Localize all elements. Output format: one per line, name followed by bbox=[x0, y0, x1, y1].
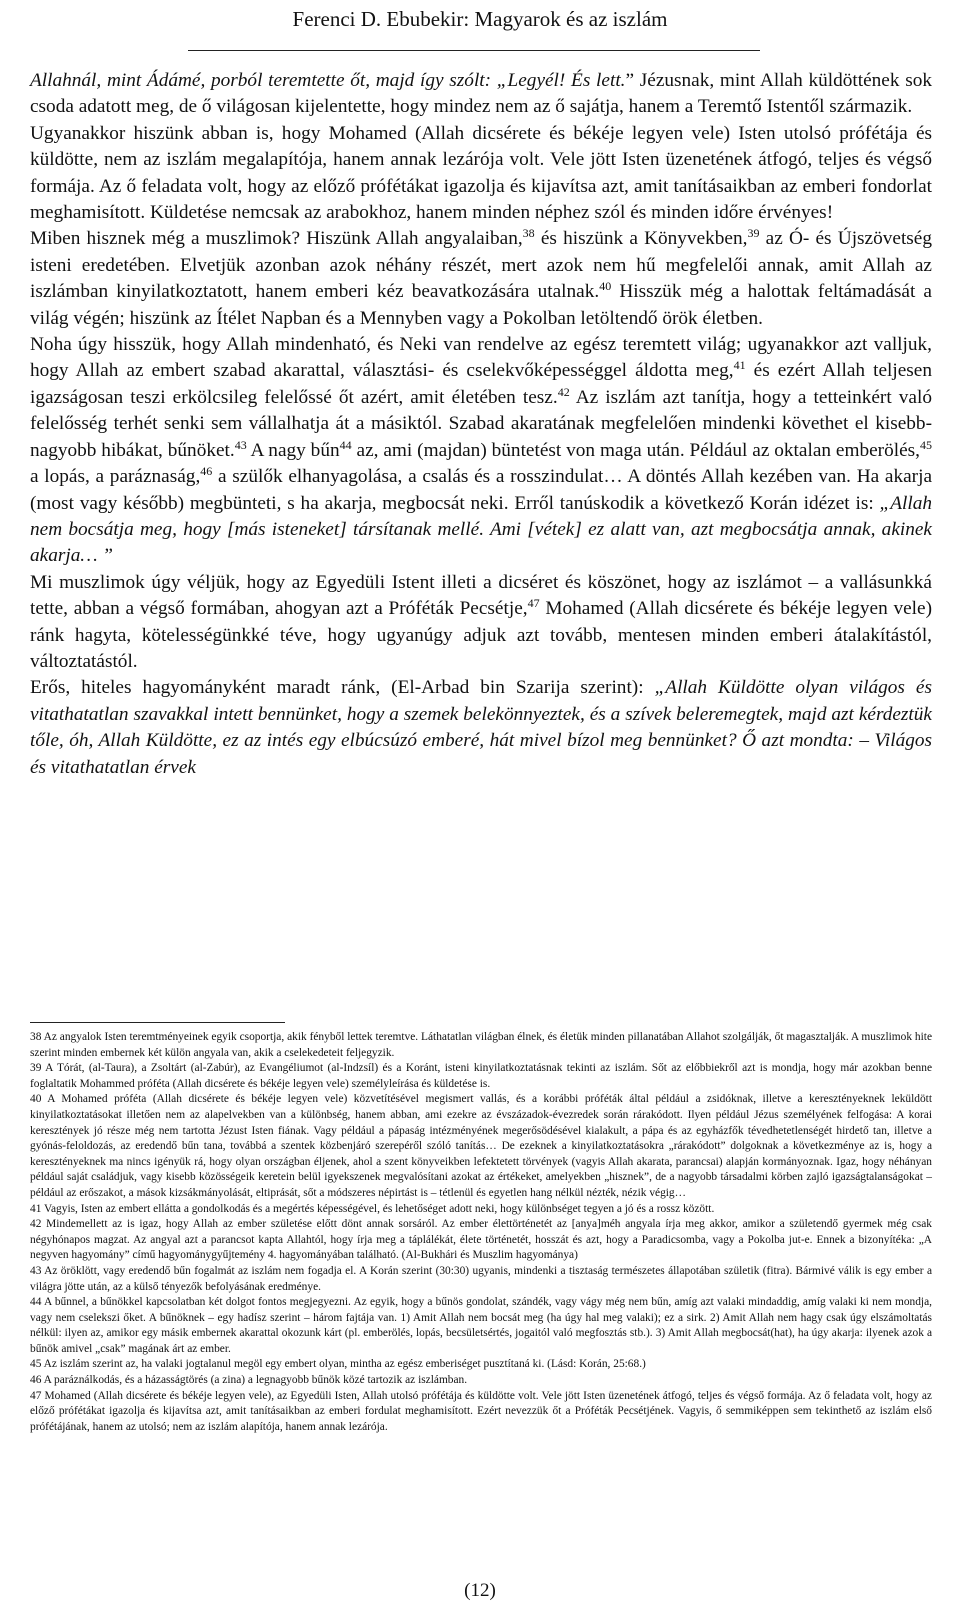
paragraph-6: Erős, hiteles hagyományként maradt ránk, (El-Arbad bin Szarija szerint): „Allah Küldötte olyan világos és vitathatatlan szavakkal intett bennünket, hogy a szemek belekönnyeztek, és a szívek beleremegtek, majd azt kérdeztük tőle, óh, Allah Küldötte, ez az intés egy elbúcsúzó emberé, hát mivel bízol meg bennünket? Ő azt mondta: – Világos és vitathatatlan érvek bbox=[30, 677, 932, 778]
footnote-39: 39 A Tórát, (al-Taura), a Zsoltárt (al-Zabúr), az Evangéliumot (al-Indzsíl) és a Koránt, isteni kinyilatkoztatásnak tekinti az iszlám. Sőt az előbbiekről azt is mondja, hogy már azokban benne foglaltatik Mohammed próféta (Allah dicsérete és békéje legyen vele) személyleírása és küldetése is. bbox=[30, 1062, 932, 1090]
footnotes bbox=[30, 1030, 932, 1435]
footnote-45: 45 Az iszlám szerint az, ha valaki jogtalanul megöl egy embert olyan, mintha az egész emberiséget pusztítaná ki. (Lásd: Korán, 25:68.) bbox=[30, 1358, 646, 1371]
hadith-quote: „Allah Küldötte olyan világos és vitathatatlan szavakkal intett bennünket, hogy a szemek belekönnyeztek, és a szívek beleremegtek, majd azt kérdeztük tőle, óh, Allah Küldötte, ez az intés egy elbúcsúzó emberé, hát mivel bízol meg bennünket? Ő azt mondta: – Világos és vitathatatlan érvek bbox=[30, 677, 932, 778]
header-rule bbox=[188, 50, 760, 51]
footnote-ref-46[interactable]: 46 bbox=[200, 464, 213, 479]
footnote-ref-40[interactable]: 40 bbox=[599, 279, 612, 294]
main-text bbox=[30, 68, 932, 781]
footnote-41: 41 Vagyis, Isten az embert ellátta a gondolkodás és a megértés képességével, és lehetőséget adott neki, hogy különbséget tegyen a jó és a rossz között. bbox=[30, 1202, 715, 1215]
paragraph-5: Mi muszlimok úgy véljük, hogy az Egyedüli Istent illeti a dicséret és köszönet, hogy az iszlámot – a vallásunkká tette, abban a végső formában, ahogyan azt a Próféták Pecsétje,$^{47}$ Mohamed (Allah dicsérete és békéje legyen vele) ránk hagyta, kötelességünkké téve, hogy ugyanúgy adjuk azt tovább, mentesen minden emberi átalakítástól, változtatástól. bbox=[30, 571, 933, 672]
footnote-ref-44[interactable]: 44 bbox=[339, 437, 352, 452]
paragraph-4: Noha úgy hisszük, hogy Allah mindenható, és Neki van rendelve az egész teremtett világ; ugyanakkor azt valljuk, hogy Allah az embert szabad akarattal, választási- és cselekvőképességgel áldotta meg,$^{41}$ és ezért Allah teljesen igazságosan teszi erkölcsileg felelőssé őt azért, amit életében tesz.$^{42}$ Az iszlám azt tanítja, hogy a tetteinkért való felelősség terhét senki sem vállalhatja át a másiktól. Szabad akaratának megfelelően mindenki követhet el kisebb-nagyobb hibákat, bűnöket.$^{43}$ A nagy bűn$^{44}$ az, ami (majdan) büntetést von maga után. Például az oktalan emberölés,$^{45}$ a lopás, a paráznaság,$^{46}$ a szülők elhanyagolása, a csalás és a rosszindulat… A döntés Allah kezében van. Ha akarja (most vagy később) megbünteti, s ha akarja, megbocsát neki. Erről tanúskodik a következő Korán idézet is: „Allah nem bocsátja meg, hogy [más isteneket] társítanak mellé. Ami [vétek] ez alatt van, azt megbocsátja annak, akinek akarja… ” bbox=[30, 334, 932, 567]
koran-quote: „Allah nem bocsátja meg, hogy [más isteneket] társítanak mellé. Ami [vétek] ez alatt van, azt megbocsátja annak, akinek akarja… ” bbox=[30, 492, 932, 567]
footnote-ref-47[interactable]: 47 bbox=[527, 596, 540, 611]
footnote-ref-43[interactable]: 43 bbox=[234, 437, 247, 452]
quote-italic: Allahnál, mint Ádámé, porból teremtette őt, majd így szólt: „Legyél! És lett. bbox=[30, 70, 626, 91]
footnote-ref-42[interactable]: 42 bbox=[557, 384, 570, 399]
footnote-40: 40 A Mohamed próféta (Allah dicsérete és békéje legyen vele) közvetítésével megismert vallás, és a korábbi próféták által például a zsidóknak, illetve a keresztényeknek leküldött kinyilatkoztatásokat illetően nem az alapelvekben van a különbség, hanem abban, ami ezekre az évszázadok-évezredek során rárakódott. Ilyen például Jézus személyének felfogása: A korai keresztények jó része még nem tartotta Jézust Isten fiának. Vagy például a pápaság intézményének megerősödésével kialakult, a pápa és az egyházfők tévedhetetlenségét hirdető tan, illetve a gyónás-feloldozás, az eredendő bűn tana, továbbá a szentek közbenjáró szerepéről szóló tanítás… De ezeknek a kinyilatkoztatásokra „rárakódott” dolgoknak a következménye az is, hogy a keresztényeknek ma nincs igényük rá, hogy olyan országban éljenek, ahol a szent könyveikben lefektetett törvények (vagyis Allah akarata, parancsai) alapján kormányoznak. Igaz, hogy néhányan például saját családjuk, vagy kisebb közösségeik keretein belül igyekszenek megvalósítani azokat az értékeket, amelyekben „hisznek”, de a nagyobb társadalmi körben zajló igazságtalanságokat – például az erőszakot, a mások kizsákmányolását, eltiprását, sőt a módszeres népirtást is – tétlenül és egyetlen hang nélkül nézték, nézik végig… bbox=[30, 1093, 932, 1199]
footnote-ref-39[interactable]: 39 bbox=[747, 226, 760, 241]
footnote-43: 43 Az öröklött, vagy eredendő bűn fogalmát az iszlám nem fogadja el. A Korán szerint (30:30) ugyanis, mindenki a tisztaság természetes állapotában születik (fitra). Bármivé válik is egy ember a világra jötte után, az a külső tényezők befolyásának eredménye. bbox=[30, 1264, 932, 1293]
footnote-ref-38[interactable]: 38 bbox=[522, 226, 535, 241]
paragraph-3: Miben hisznek még a muszlimok? Hiszünk Allah angyalaiban,$^{38}$ és hiszünk a Könyvekben,$^{39}$ az Ó- és Újszövetség isteni eredetében. Elvetjük azonban azok néhány részét, mert azok nem hű megfelelői annak, amit Allah az iszlámban kinyilatkoztatott, hanem emberi kéz beavatkozására utalnak.$^{40}$ Hisszük még a halottak feltámadását a világ végén; hiszünk az Ítélet Napban és a Mennyben vagy a Pokolban letöltendő örök életben. bbox=[30, 226, 933, 329]
footnote-44: 44 A bűnnel, a bűnökkel kapcsolatban két dolgot fontos megjegyezni. Az egyik, hogy a bűnös gondolat, szándék, vagy vágy még nem bűn, amíg azt valaki mindaddig, amíg valaki ki nem mondja, vagy nem cselekszi őket. A bűnöknek – egy hadísz szerint – három fajtája van. 1) Amit Allah nem bocsát meg (ha úgy hal meg valaki); ez a sirk. 2) Amit Allah nem hagy csak úgy elszámoltatás nélkül: ilyen az, amikor egy másik embernek akarattal okozunk kárt (pl. emberölés, lopás, becsületsértés, jogaitól való megfosztás stb.). 3) Amit Allah megbocsát(hat), ha úgy akarja: ilyenek azok a bűnök amivel „csak” magának árt az ember. bbox=[30, 1296, 932, 1355]
footnote-46: 46 A paráználkodás, és a házasságtörés (a zina) a legnagyobb bűnök közé tartozik az iszlámban. bbox=[30, 1374, 468, 1387]
running-header: Ferenci D. Ebubekir: Magyarok és az iszlám bbox=[292, 7, 668, 31]
page-number: (12) bbox=[464, 1580, 496, 1601]
footnote-ref-45[interactable]: 45 bbox=[919, 437, 932, 452]
footnote-ref-41[interactable]: 41 bbox=[733, 358, 746, 373]
paragraph-1: Allahnál, mint Ádámé, porból teremtette őt, majd így szólt: „Legyél! És lett.” Jézusnak, mint Allah küldöttének sok csoda adatott meg, de ő világosan kijelentette, hogy mindez nem az ő sajátja, hanem a Teremtő Istentől származik. bbox=[30, 70, 932, 118]
footnote-47: 47 Mohamed (Allah dicsérete és békéje legyen vele), az Egyedüli Isten, Allah utolsó prófétája és küldötte volt. Vele jött Isten üzenetének átfogó, teljes és végső formája. Az ő feladata volt, hogy az előző prófétákat igazolja és kijavítsa azt, amit tanításaikban az emberi fordulat meghamisított. Ezért nevezzük őt a Próféták Pecsétjének. Vagyis, ő semmiképpen sem tekinthető az iszlám első prófétájának, hanem az utolsó; nem az iszlám alapítója, hanem annak lezárója. bbox=[30, 1389, 932, 1433]
footnote-42: 42 Mindemellett az is igaz, hogy Allah az ember születése előtt dönt annak sorsáról. Az ember élettörténetét az [anya]méh angyala írja meg akkor, amikor a születendő gyermek még csak négyhónapos magzat. Az angyal azt a parancsot kapta Allahtól, hogy írja meg a táplálékát, élete történetét, hosszát és azt, hogy a Paradicsomba, vagy a Pokolba jut-e. Ennek a bizonyítéka: „A negyven hagyomány” című hagyománygyűjtemény 4. hagyományában található. (Al-Bukhári és Muszlim hagyománya) bbox=[30, 1218, 932, 1262]
paragraph-2: Ugyanakkor hiszünk abban is, hogy Mohamed (Allah dicsérete és békéje legyen vele) Isten utolsó prófétája és küldötte, nem az iszlám megalapítója, hanem annak lezárója volt. Vele jött Isten üzenetének átfogó, teljes és végső formája. Az ő feladata volt, hogy az előző prófétákat igazolja és kijavítsa azt, amit tanításaikban az emberi fondorlat meghamisított. Küldetése nemcsak az arabokhoz, hanem minden néphez szól és minden időre érvényes! bbox=[30, 122, 932, 224]
footnote-separator bbox=[30, 1022, 285, 1023]
footnote-38: 38 Az angyalok Isten teremtményeinek egyik csoportja, akik fényből lettek teremtve. Láthatatlan világban élnek, és életük minden pillanatában Allahot szolgálják, őt magasztalják. A muszlimok hite szerint minden embernek két külön angyala van, akik a cselekedeteit feljegyzik. bbox=[30, 1031, 932, 1059]
